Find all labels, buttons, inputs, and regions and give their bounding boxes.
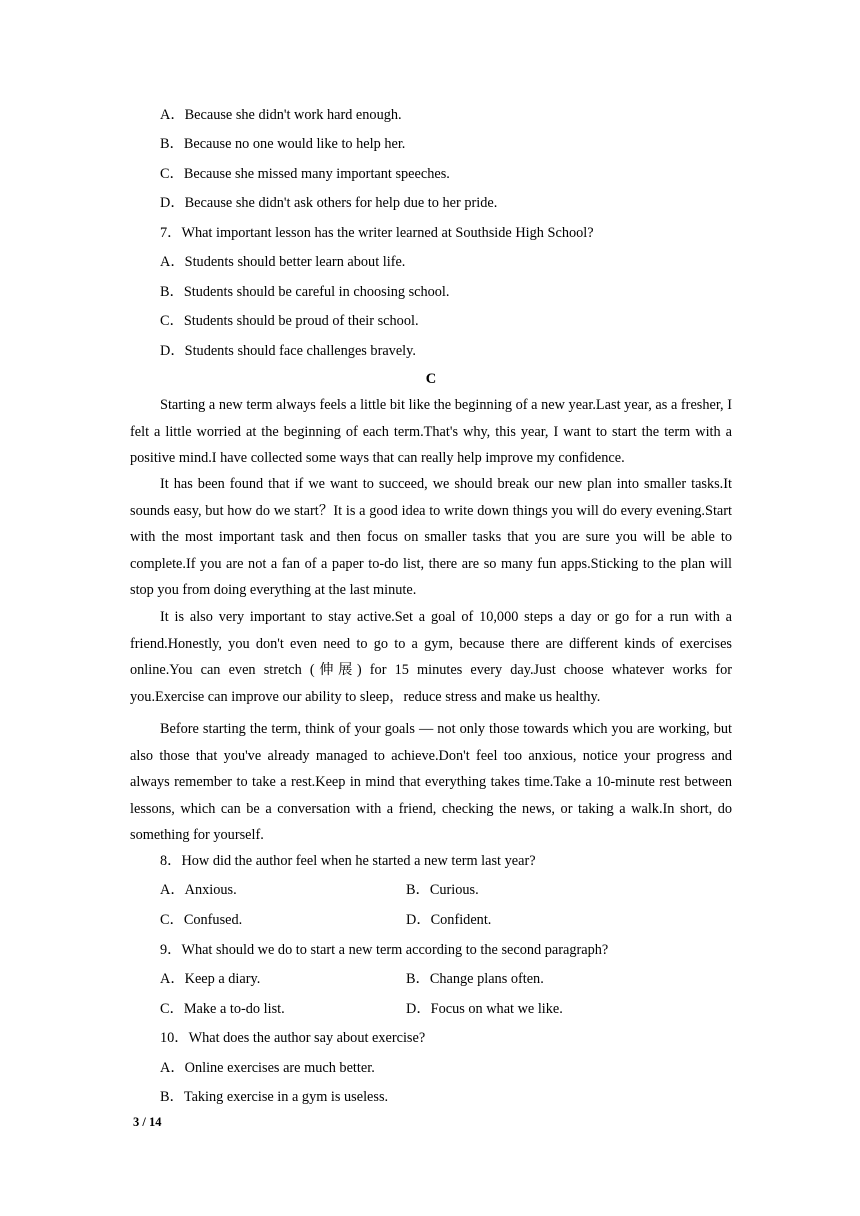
q8-stem: 8．How did the author feel when he started a new term last year? [160, 853, 536, 869]
q10-option-b: B．Taking exercise in a gym is useless. [160, 1089, 389, 1105]
passage-paragraph-3: It is also very important to stay active.Set a goal of 10,000 steps a day or go for a run with a friend.Honestly, you don't even need to go to a gym, because there are different kinds of exercises online.You can even stretch (伸展) for 15 minutes every day.Just choose whatever works for you.Exercise can improve our ability to sleep，reduce stress and make us healthy. [130, 609, 732, 705]
q9-option-c: C．Make a to-do list. [160, 1001, 285, 1017]
q6-option-c: C．Because she missed many important speeches. [160, 166, 450, 182]
q9-option-d: D．Focus on what we like. [406, 1001, 563, 1017]
q6-option-d: D．Because she didn't ask others for help due to her pride. [160, 195, 498, 211]
q7-option-c: C．Students should be proud of their school. [160, 313, 419, 329]
q8-option-a: A．Anxious. [160, 882, 237, 898]
q10-option-a: A．Online exercises are much better. [160, 1060, 375, 1076]
q7-option-b: B．Students should be careful in choosing school. [160, 284, 450, 300]
q7-stem: 7．What important lesson has the writer learned at Southside High School? [160, 225, 594, 241]
passage-paragraph-4: Before starting the term, think of your goals — not only those towards which you are working, but also those that you've already managed to achieve.Don't feel too anxious, notice your progress and always remember to take a rest.Keep in mind that everything takes time.Take a 10-minute rest between lessons, which can be a conversation with a friend, checking the news, or taking a walk.In short, do something for yourself. [130, 721, 732, 843]
passage-paragraph-1: Starting a new term always feels a little bit like the beginning of a new year.Last year, as a fresher, I felt a little worried at the beginning of each term.That's why, this year, I want to start the term with a positive mind.I have collected some ways that can really help improve my confidence. [130, 397, 732, 466]
page-number: 3 / 14 [133, 1115, 162, 1129]
q8-option-b: B．Curious. [406, 882, 479, 898]
q8-option-c: C．Confused. [160, 912, 243, 928]
q8-option-d: D．Confident. [406, 912, 492, 928]
q9-option-b: B．Change plans often. [406, 971, 544, 987]
q9-option-a: A．Keep a diary. [160, 971, 261, 987]
q7-option-d: D．Students should face challenges bravely. [160, 343, 416, 359]
q9-stem: 9．What should we do to start a new term according to the second paragraph? [160, 942, 609, 958]
q6-option-a: A．Because she didn't work hard enough. [160, 107, 402, 123]
section-title: C [425, 371, 437, 387]
q6-option-b: B．Because no one would like to help her. [160, 136, 406, 152]
passage-paragraph-2: It has been found that if we want to succeed, we should break our new plan into smaller tasks.It sounds easy, but how do we start？It is a good idea to write down things you will do every evening.Start with the most important task and then focus on smaller tasks that you are sure you will be able to complete.If you are not a fan of a paper to-do list, there are so many fun apps.Sticking to the plan will stop you from doing everything at the last minute. [130, 476, 732, 598]
q7-option-a: A．Students should better learn about life. [160, 254, 406, 270]
q10-stem: 10．What does the author say about exercise? [160, 1030, 426, 1046]
